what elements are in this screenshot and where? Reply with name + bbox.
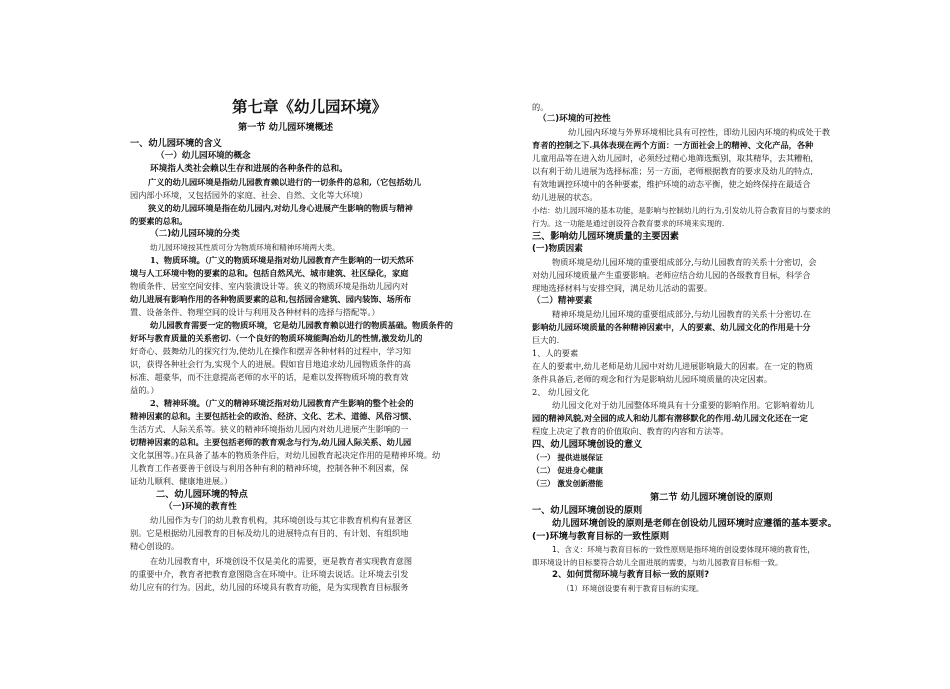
right-line: 儿童用品等在进入幼儿园时，必须经过精心地筛选甄别，取其精华，去其糟粕， bbox=[532, 153, 819, 163]
left-line: 境与人工环境中物的要素的总和。包括自然风光、城市建筑、社区绿化，家庭 bbox=[130, 268, 409, 278]
left-line: 的重要中介，教育者把教育意图隐含在环境中。让环境去说话。让环境去引发 bbox=[130, 569, 409, 579]
right-line: 园的精神风貌,对全园的成人和幼儿都有潜移默化的作用.幼儿园文化还在一定 bbox=[532, 413, 808, 423]
left-line: （一）幼儿园环境的概念 bbox=[156, 151, 251, 161]
right-line: 程度上决定了教育的价值取向、教育的内容和方法等。 bbox=[532, 426, 729, 436]
right-line: 的。 bbox=[532, 102, 549, 112]
right-line: （一） 提供进展保证 bbox=[532, 453, 603, 462]
right-line: 以有利于幼儿进展为选择标准；另一方面，老师根据教育的要求及幼儿的特点, bbox=[532, 166, 813, 176]
right-line: （二） 促进身心健康 bbox=[532, 466, 603, 475]
right-line: 理地选择材料与安排空间，满足幼儿活动的需要。 bbox=[532, 283, 713, 293]
left-line: 幼儿园环境按其性质可分为物质环境和精神环境两大类。 bbox=[150, 243, 340, 252]
left-line: 切精神因素的总和。主要包括老师的教育观念与行为,幼儿园人际关系、幼儿园 bbox=[130, 437, 412, 447]
left-line: 精神因素的总和。主要包括社会的政治、经济、文化、艺术、道德、风俗习惯、 bbox=[130, 411, 417, 421]
right-line: （三） 激发创新潜能 bbox=[532, 479, 603, 488]
left-line: 一、幼儿园环境的含义 bbox=[130, 138, 222, 149]
right-line: 在人的要素中,幼儿老师是幼儿园中对幼儿进展影响最大的因素。在一定的物质 bbox=[532, 361, 813, 371]
left-line: 生活方式、人际关系等。狭义的精神环境指幼儿园内对幼儿进展产生影响的一 bbox=[130, 424, 409, 434]
left-line: 第一节 幼儿园环境概述 bbox=[238, 122, 334, 133]
left-line: 二、幼儿园环境的特点 bbox=[156, 489, 248, 500]
right-line: 三、影响幼儿园环境质量的主要因素 bbox=[532, 231, 679, 242]
left-line: 别。它是根据幼儿园教育的目标及幼儿的进展特点有目的、有计划、有组织地 bbox=[130, 528, 409, 538]
right-line: 育者的控制之下.具体表现在两个方面：一方面社会上的精神、文化产品，各种 bbox=[532, 140, 814, 150]
left-line: 狭义的幼儿园环境是指在幼儿园内,对幼儿身心进展产生影响的物质与精神 bbox=[148, 203, 413, 213]
left-line: 2、精神环境。（广义的精神环境泛指对幼儿园教育产生影响的整个社会的 bbox=[150, 398, 414, 408]
left-line: 好坏与教育质量的关系密切.（一个良好的物质环境能陶冶幼儿的性情,激发幼儿的 bbox=[130, 333, 423, 343]
right-line: 巨大的. bbox=[532, 335, 560, 345]
left-line: 园内部小环境，又包括园外的家庭、社会、自然、文化等大环境） bbox=[130, 190, 368, 200]
left-line: （一)环境的教育性 bbox=[164, 502, 237, 512]
left-line: 识，获得各种社会行为,实现个人的进展。假如盲目地追求幼儿园物质条件的高 bbox=[130, 359, 411, 369]
right-line: 1、人的要素 bbox=[532, 348, 579, 358]
right-line: 2、 幼儿园文化 bbox=[532, 387, 589, 397]
right-line: 精神环境是幼儿园环境的重要组成部分,与幼儿园教育的关系十分密切.在 bbox=[552, 309, 812, 319]
right-line: 幼儿园内环境与外界环境相比具有可控性，即幼儿园内环境的构成处于教 bbox=[568, 127, 831, 137]
right-line: 一、幼儿园环境创设的原则 bbox=[532, 505, 643, 516]
left-line: （二)幼儿园环境的分类 bbox=[150, 229, 240, 239]
right-line: 幼儿进展的状态。 bbox=[532, 192, 598, 202]
left-line: 证幼儿顺利、健康地进展。） bbox=[130, 476, 233, 486]
left-line: 广义的幼儿园环境是指幼儿园教育赖以进行的一切条件的总和,（它包括幼儿 bbox=[148, 177, 422, 187]
left-line: 环境指人类社会赖以生存和进展的各种条件的总和。 bbox=[150, 164, 348, 174]
left-line: 幼儿园作为专门的幼儿教育机构，其环境创设与其它非教育机构有显著区 bbox=[150, 515, 413, 525]
left-line: 第七章《幼儿园环境》 bbox=[232, 98, 388, 116]
left-line: 文化氛围等。)在具备了基本的物质条件后，对幼儿园教育起决定作用的是精神环境。幼 bbox=[130, 450, 441, 460]
left-line: 幼儿进展有影响作用的各种物质要素的总和,包括园舍建筑、园内装饰、场所布 bbox=[130, 294, 412, 304]
right-line: 第二节 幼儿园环境创设的原则 bbox=[650, 492, 773, 503]
right-line: （1）环境创设要有利于教育目标的实现。 bbox=[562, 584, 704, 593]
left-line: 精心创设的。 bbox=[130, 541, 180, 551]
left-line: 益的。） bbox=[130, 385, 159, 395]
left-line: 幼儿应有的行为。因此，幼儿园的环境具有教育功能，是为实现教育目标服务 bbox=[130, 582, 409, 592]
left-line: 物质条件、居室空间安排、室内装潢设计等。狭义的物质环境是指幼儿园内对 bbox=[130, 281, 409, 291]
right-line: (一)物质因素 bbox=[532, 244, 583, 254]
left-line: 的要素的总和。 bbox=[130, 216, 188, 226]
right-line: 2、如何贯彻环境与教育目标一致的原则? bbox=[552, 570, 710, 580]
right-line: 幼儿园环境创设的原则是老师在创设幼儿园环境时应遵循的基本要求。 bbox=[552, 518, 837, 529]
left-line: 幼儿园教育需要一定的物质环境，它是幼儿园教育赖以进行的物质基础。物质条件的 bbox=[150, 320, 453, 330]
right-line: (一)环境与教育目标的一致性原则 bbox=[532, 531, 670, 542]
right-line: （二）精神要素 bbox=[532, 296, 593, 306]
right-line: 小结：幼儿园环境的基本功能，是影响与控制幼儿的行为,引发幼儿符合教育目的与要求的 bbox=[532, 206, 831, 215]
left-line: 在幼儿园教育中，环境创设不仅是美化的需要，更是教育者实现教育意图 bbox=[150, 556, 413, 566]
right-line: 四、幼儿园环境创设的意义 bbox=[532, 439, 643, 450]
right-line: 条件具备后,老师的观念和行为是影响幼儿园环境质量的决定因素。 bbox=[532, 374, 773, 384]
right-line: 行为。这一功能是通过创设符合教育要求的环境来实现的. bbox=[532, 219, 725, 228]
right-line: 即环境设计的目标要符合幼儿全面进展的需要，与幼儿园教育目标相一致。 bbox=[532, 558, 783, 567]
left-line: 1、物质环境。（广义的物质环境是指对幼儿园教育产生影响的一切天然环 bbox=[150, 255, 414, 265]
right-line: 有效地调控环境中的各种要素，维护环境的动态平衡，使之始终保持在最适合 bbox=[532, 179, 811, 189]
right-line: （二)环境的可控性 bbox=[538, 114, 611, 124]
left-line: 标准、超豪华，而不注意提高老师的水平的话，是难以发挥物质环境的教育效 bbox=[130, 372, 409, 382]
right-line: 1、含义：环境与教育目标的一致性原则是指环境的创设要体现环境的教育性， bbox=[552, 545, 816, 554]
left-line: 置、设备条件、物理空间的设计与利用及各种材料的选择与搭配等。） bbox=[130, 307, 380, 317]
right-line: 对幼儿园环境质量产生重要影响。老师应结合幼儿园的各级教育目标，科学合 bbox=[532, 270, 811, 280]
right-line: 物质环境是幼儿园环境的重要组成部分,与幼儿园教育的关系十分密切，会 bbox=[552, 257, 817, 267]
right-line: 影响幼儿园环境质量的各种精神因素中，人的要素、幼儿园文化的作用是十分 bbox=[532, 322, 811, 332]
left-line: 好奇心、鼓舞幼儿的探究行为,使幼儿在操作和摆弄各种材料的过程中，学习知 bbox=[130, 346, 411, 356]
right-line: 幼儿园文化对于幼儿园整体环境具有十分重要的影响作用。它影响着幼儿 bbox=[552, 400, 815, 410]
left-line: 儿教育工作者要善于创设与利用各种有利的精神环境，控制各种不利因素，保 bbox=[130, 463, 409, 473]
